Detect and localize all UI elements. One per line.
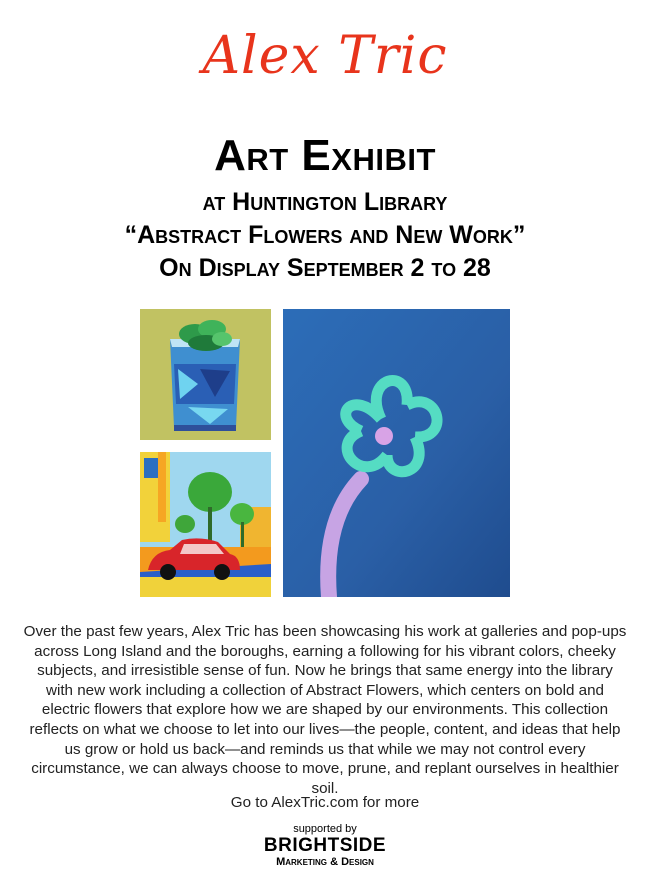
page-title: Art Exhibit bbox=[214, 131, 436, 180]
exhibit-name: “Abstract Flowers and New Work” bbox=[124, 221, 526, 249]
red-car-street-painting bbox=[140, 452, 271, 597]
website-link-text[interactable]: Go to AlexTric.com for more bbox=[230, 794, 420, 811]
sponsor-logo: BRIGHTSIDE bbox=[263, 835, 387, 856]
sponsor-tagline: Marketing & Design bbox=[276, 856, 374, 868]
venue-line: at Huntington Library bbox=[202, 188, 448, 216]
artist-logo: Alex Tric bbox=[202, 26, 448, 86]
description-paragraph: Over the past few years, Alex Tric has been showcasing his work at galleries and pop-ups across Long Island and the boroughs, earning a following for his vibrant colors, cheeky subjects, and irresistible sense of fun. Now he brings that same energy into the library with new work including a collection of Abstract Flowers, which centers on bold and electric flowers that explore how we are shaped by our environments. This collection reflects on what we choose to let into our lives—the people, content, and ideas that help us grow or hold us back—and reminds us that while we may not control every circumstance, we can always choose to move, prune, and replant ourselves in healthier soil. bbox=[23, 623, 627, 797]
mint-drink-glass-painting bbox=[140, 309, 271, 440]
display-dates: On Display September 2 to 28 bbox=[159, 254, 491, 282]
supported-by-label: supported by bbox=[293, 823, 357, 835]
abstract-teal-flower-painting bbox=[283, 309, 510, 597]
